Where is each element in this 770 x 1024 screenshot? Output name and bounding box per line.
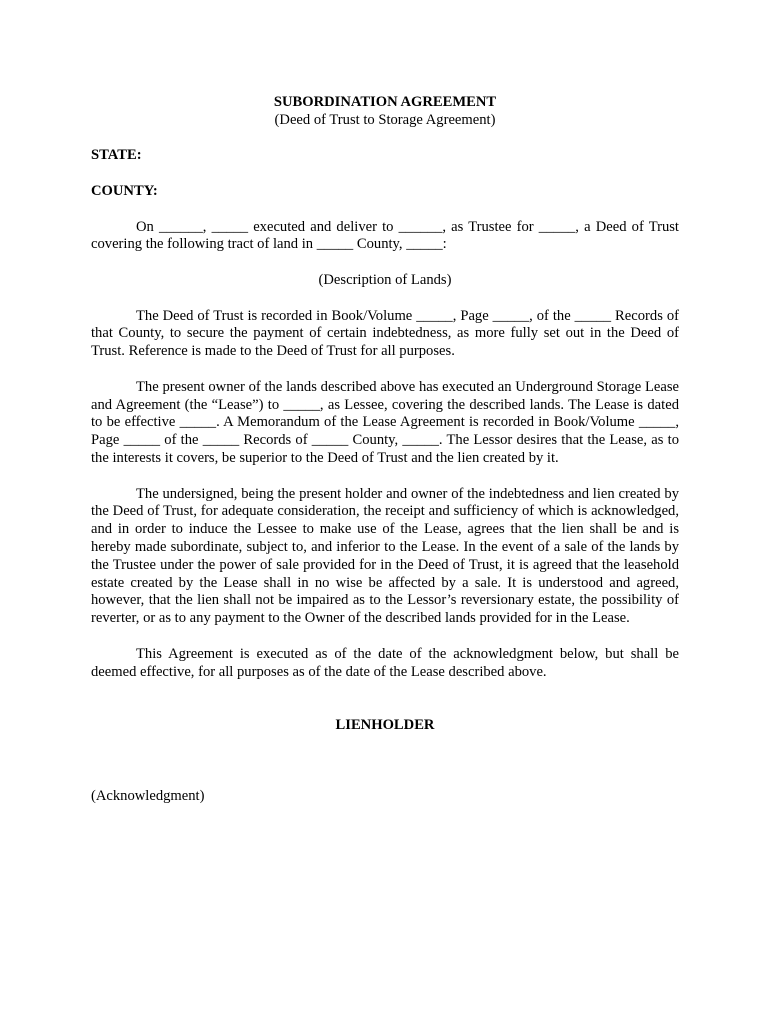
state-label: STATE: bbox=[91, 147, 142, 164]
paragraph-conveyance: On ______, _____ executed and deliver to ______, as Trustee for _____, a Deed of Trust covering the following tract of land in _____ County, _____: bbox=[91, 218, 679, 253]
paragraph-effective-date: This Agreement is executed as of the date of the acknowledgment below, but shall be deemed effective, for all purposes as of the date of the Lease described above. bbox=[91, 645, 679, 680]
description-of-lands: (Description of Lands) bbox=[318, 271, 452, 288]
paragraph-recording: The Deed of Trust is recorded in Book/Volume _____, Page _____, of the _____ Records of that County, to secure the payment of certain indebtedness, as more fully set out in the Deed of Trust. Reference is made to the Deed of Trust for all purposes. bbox=[91, 307, 679, 360]
paragraph-lease: The present owner of the lands described above has executed an Underground Storage Lease and Agreement (the “Lease”) to _____, as Lessee, covering the described lands. The Lease is dated to be effective _____. A Memorandum of the Lease Agreement is recorded in Book/Volume _____, Page _____ of the _____ Records of _____ County, _____. The Lessor desires that the Lease, as to the interests it covers, be superior to the Deed of Trust and the lien created by it. bbox=[91, 378, 679, 466]
document-body bbox=[91, 94, 679, 805]
acknowledgment-label: (Acknowledgment) bbox=[91, 787, 205, 804]
lienholder-heading: LIENHOLDER bbox=[335, 716, 435, 733]
paragraph-subordination: The undersigned, being the present holder and owner of the indebtedness and lien created by the Deed of Trust, for adequate consideration, the receipt and sufficiency of which is acknowledged, and in order to induce the Lessee to make use of the Lease, agrees that the lien shall be and is hereby made subordinate, subject to, and inferior to the Lease. In the event of a sale of the lands by the Trustee under the power of sale provided for in the Deed of Trust, it is agreed that the leasehold estate created by the Lease shall in no wise be affected by a sale. It is understood and agreed, however, that the lien shall not be impaired as to the Lessor’s reversionary estate, the possibility of reverter, or as to any payment to the Owner of the described lands provided for in the Lease. bbox=[91, 485, 679, 627]
document-subtitle: (Deed of Trust to Storage Agreement) bbox=[274, 111, 496, 128]
document-title: SUBORDINATION AGREEMENT bbox=[273, 94, 497, 110]
county-label: COUNTY: bbox=[91, 182, 158, 199]
